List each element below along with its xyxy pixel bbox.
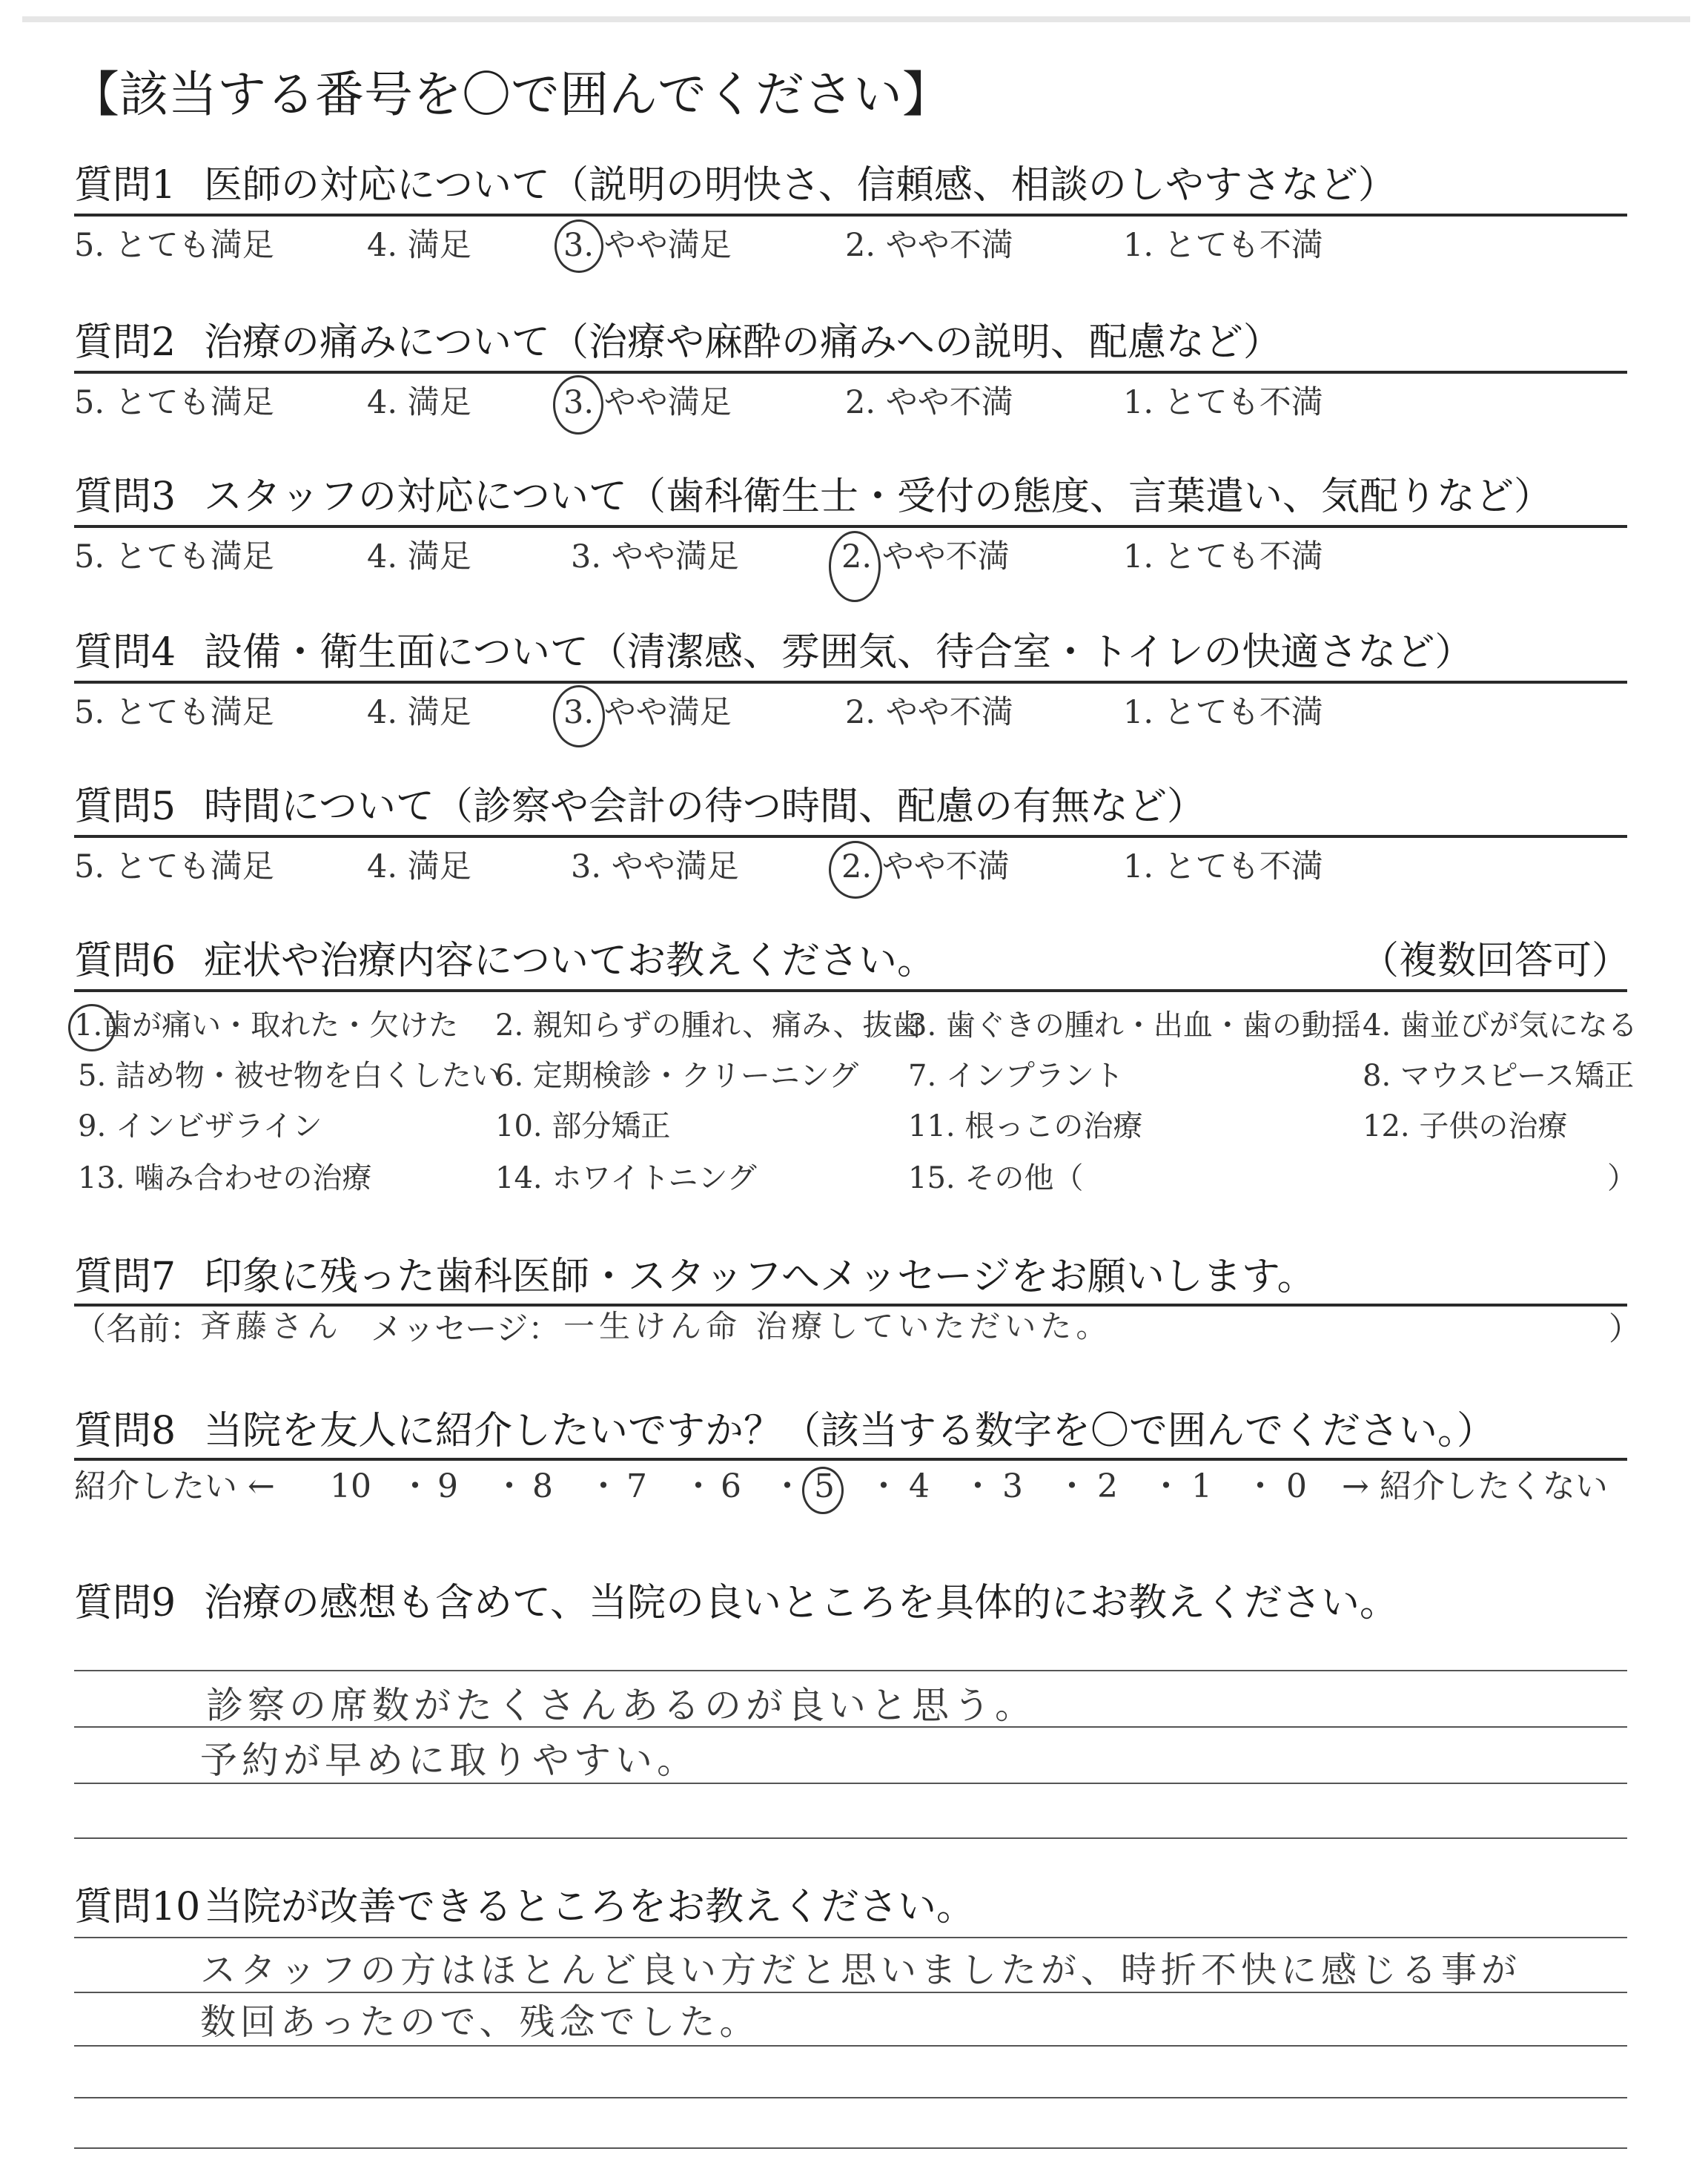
- rating-option-1[interactable]: 1. とても不満: [1123, 384, 1323, 421]
- rating-option-3[interactable]: 3. やや満足: [563, 227, 732, 264]
- rating-option-1[interactable]: 1. とても不満: [1123, 694, 1323, 731]
- symptom-option-6[interactable]: 6. 定期検診・クリーニング: [495, 1059, 859, 1093]
- question-text: 医師の対応について（説明の明快さ、信頼感、相談のしやすさなど）: [204, 163, 1397, 208]
- scale-dot: ・: [1056, 1467, 1088, 1505]
- rating-option-3[interactable]: 3. やや満足: [571, 848, 739, 885]
- rating-option-4[interactable]: 4. 満足: [367, 227, 471, 264]
- question-number: 質問8: [74, 1409, 176, 1453]
- name-handwriting: 斉藤さん: [200, 1308, 343, 1344]
- rating-option-2[interactable]: 2. やや不満: [841, 538, 1010, 575]
- question-5: [74, 783, 1205, 830]
- message-close-paren: ）: [1609, 1311, 1641, 1348]
- symptom-option-2[interactable]: 2. 親知らずの腫れ、痛み、抜歯: [495, 1008, 922, 1043]
- rating-option-4[interactable]: 4. 満足: [367, 538, 471, 575]
- scale-value-9[interactable]: 9: [437, 1467, 458, 1505]
- question-text: 印象に残った歯科医師・スタッフへメッセージをお願いします。: [204, 1255, 1316, 1299]
- selection-circle: [68, 1004, 116, 1051]
- question-6: [74, 937, 936, 985]
- divider: [74, 1304, 1627, 1307]
- rating-option-4[interactable]: 4. 満足: [367, 694, 471, 731]
- question-9: [74, 1579, 1398, 1627]
- question-text: 当院が改善できるところをお教えください。: [204, 1885, 976, 1929]
- question-text: 設備・衛生面について（清潔感、雰囲気、待合室・トイレの快適さなど）: [204, 630, 1474, 675]
- divider: [74, 525, 1627, 528]
- scale-value-7[interactable]: 7: [626, 1467, 647, 1505]
- rating-option-3[interactable]: 3. やや満足: [563, 384, 732, 421]
- question-10: [74, 1883, 975, 1931]
- scale-dot: ・: [493, 1467, 526, 1505]
- question-text: 時間について（診察や会計の待つ時間、配慮の有無など）: [204, 785, 1205, 829]
- top-border: [22, 16, 1690, 22]
- q10-answer-line-1: スタッフの方はほとんど良い方だと思いましたが、時折不快に感じる事が: [200, 1949, 1522, 1991]
- selection-circle: [553, 375, 603, 435]
- other-close-paren: ）: [1607, 1161, 1637, 1195]
- answer-line: [74, 1837, 1627, 1839]
- message-label: メッセージ：: [371, 1311, 560, 1348]
- question-8: [74, 1407, 1495, 1455]
- rating-option-4[interactable]: 4. 満足: [367, 848, 471, 885]
- selection-circle: [802, 1467, 844, 1514]
- scale-left-label: 紹介したい ←: [74, 1467, 275, 1505]
- rating-option-5[interactable]: 5. とても満足: [74, 384, 274, 421]
- scale-value-1[interactable]: 1: [1191, 1467, 1212, 1505]
- name-label: （名前：: [74, 1311, 202, 1348]
- rating-option-5[interactable]: 5. とても満足: [74, 694, 274, 731]
- symptom-option-12[interactable]: 12. 子供の治療: [1363, 1109, 1568, 1143]
- divider: [74, 371, 1627, 374]
- question-2: [74, 319, 1282, 366]
- symptom-option-10[interactable]: 10. 部分矯正: [495, 1109, 671, 1143]
- scale-dot: ・: [399, 1467, 431, 1505]
- question-1: [74, 162, 1397, 209]
- scale-dot: ・: [682, 1467, 715, 1505]
- scale-dot: ・: [961, 1467, 994, 1505]
- rating-option-1[interactable]: 1. とても不満: [1123, 227, 1323, 264]
- rating-option-4[interactable]: 4. 満足: [367, 384, 471, 421]
- page-title: 【該当する番号を〇で囲んでください】: [70, 66, 951, 123]
- symptom-option-4[interactable]: 4. 歯並びが気になる: [1363, 1008, 1638, 1043]
- selection-circle: [829, 531, 881, 602]
- question-number: 質問10: [74, 1885, 201, 1929]
- question-number: 質問6: [74, 939, 176, 983]
- answer-line: [74, 2147, 1627, 2149]
- answer-line: [74, 2045, 1627, 2047]
- rating-option-2[interactable]: 2. やや不満: [845, 384, 1013, 421]
- scale-right-label: → 紹介したくない: [1342, 1467, 1608, 1505]
- answer-line: [74, 1670, 1627, 1671]
- question-number: 質問7: [74, 1255, 176, 1299]
- answer-line: [74, 1783, 1627, 1784]
- symptom-option-13[interactable]: 13. 噛み合わせの治療: [78, 1161, 372, 1195]
- selection-circle: [555, 219, 603, 273]
- scale-dot: ・: [587, 1467, 620, 1505]
- rating-option-1[interactable]: 1. とても不満: [1123, 848, 1323, 885]
- scale-value-2[interactable]: 2: [1097, 1467, 1118, 1505]
- divider: [74, 214, 1627, 217]
- rating-option-3[interactable]: 3. やや満足: [563, 694, 732, 731]
- rating-option-5[interactable]: 5. とても満足: [74, 538, 274, 575]
- scale-dot: ・: [1244, 1467, 1277, 1505]
- symptom-option-14[interactable]: 14. ホワイトニング: [495, 1161, 757, 1195]
- question-4: [74, 629, 1473, 676]
- question-number: 質問2: [74, 320, 176, 365]
- selection-circle: [829, 841, 882, 899]
- question-text: 症状や治療内容についてお教えください。: [204, 939, 936, 983]
- rating-option-3[interactable]: 3. やや満足: [571, 538, 739, 575]
- answer-line: [74, 1992, 1627, 1993]
- question-number: 質問9: [74, 1581, 176, 1625]
- selection-circle: [553, 685, 605, 747]
- scale-dot: ・: [771, 1467, 804, 1505]
- rating-option-1[interactable]: 1. とても不満: [1123, 538, 1323, 575]
- question-number: 質問3: [74, 475, 176, 519]
- question-7: [74, 1253, 1316, 1301]
- question-3: [74, 473, 1552, 521]
- divider: [74, 681, 1627, 684]
- question-text: 当院を友人に紹介したいですか？（該当する数字を〇で囲んでください。）: [204, 1409, 1496, 1453]
- rating-option-2[interactable]: 2. やや不満: [841, 848, 1010, 885]
- q10-answer-line-2: 数回あったので、残念でした。: [200, 2001, 760, 2043]
- symptom-option-8[interactable]: 8. マウスピース矯正: [1363, 1059, 1635, 1093]
- q9-answer-line-2: 予約が早めに取りやすい。: [200, 1739, 698, 1782]
- scale-value-10[interactable]: 10: [330, 1467, 371, 1505]
- symptom-option-9[interactable]: 9. インビザライン: [78, 1109, 322, 1143]
- answer-line: [74, 2097, 1627, 2098]
- question-number: 質問1: [74, 163, 176, 208]
- symptom-option-3[interactable]: 3. 歯ぐきの腫れ・出血・歯の動揺: [908, 1008, 1361, 1043]
- q9-answer-line-1: 診察の席数がたくさんあるのが良いと思う。: [206, 1684, 1036, 1727]
- question-text: スタッフの対応について（歯科衛生士・受付の態度、言葉遣い、気配りなど）: [204, 475, 1552, 519]
- scale-dot: ・: [867, 1467, 900, 1505]
- question-text: 治療の痛みについて（治療や麻酔の痛みへの説明、配慮など）: [204, 320, 1282, 365]
- multiple-answers-note: （複数回答可）: [1360, 939, 1631, 983]
- divider: [74, 835, 1627, 838]
- message-handwriting: 一生けん命 治療していただいた。: [563, 1308, 1112, 1344]
- rating-option-5[interactable]: 5. とても満足: [74, 848, 274, 885]
- scale-value-4[interactable]: 4: [909, 1467, 930, 1505]
- question-number: 質問4: [74, 630, 176, 675]
- scale-value-8[interactable]: 8: [532, 1467, 553, 1505]
- divider: [74, 989, 1627, 992]
- rating-option-5[interactable]: 5. とても満足: [74, 227, 274, 264]
- rating-option-2[interactable]: 2. やや不満: [845, 694, 1013, 731]
- symptom-option-1[interactable]: 1.歯が痛い・取れた・欠けた: [74, 1008, 459, 1043]
- scale-value-5[interactable]: 5: [814, 1467, 835, 1505]
- scale-value-6[interactable]: 6: [721, 1467, 741, 1505]
- symptom-option-7[interactable]: 7. インプラント: [908, 1059, 1124, 1093]
- question-text: 治療の感想も含めて、当院の良いところを具体的にお教えください。: [204, 1581, 1398, 1625]
- rating-option-2[interactable]: 2. やや不満: [845, 227, 1013, 264]
- question-number: 質問5: [74, 785, 176, 829]
- symptom-option-11[interactable]: 11. 根っこの治療: [908, 1109, 1143, 1143]
- scale-dot: ・: [1150, 1467, 1182, 1505]
- symptom-option-5[interactable]: 5. 詰め物・被せ物を白くしたい: [78, 1059, 501, 1093]
- answer-line: [74, 1937, 1627, 1938]
- scale-value-0[interactable]: 0: [1286, 1467, 1307, 1505]
- symptom-option-15[interactable]: 15. その他（: [908, 1161, 1084, 1195]
- divider: [74, 1458, 1627, 1461]
- scale-value-3[interactable]: 3: [1002, 1467, 1023, 1505]
